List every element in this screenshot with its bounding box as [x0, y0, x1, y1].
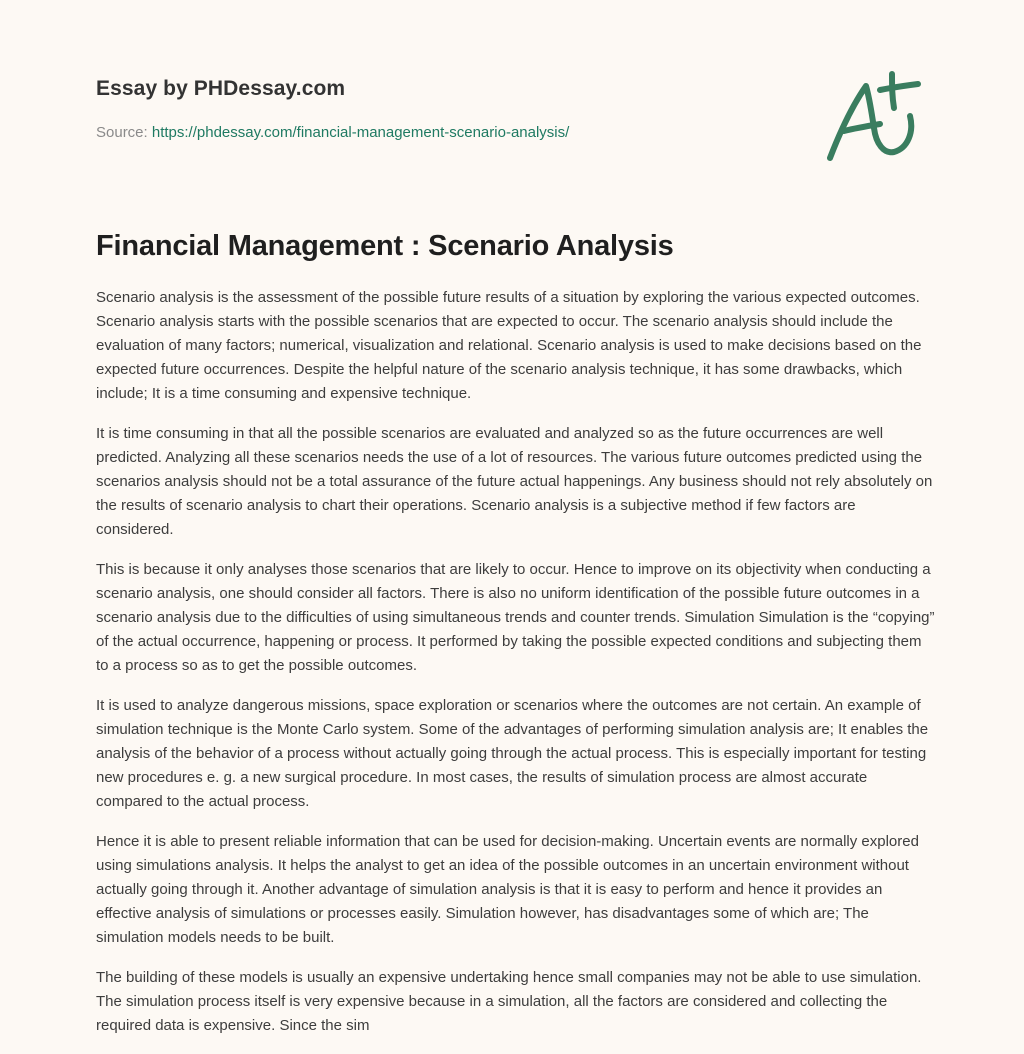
essay-paragraph: It is used to analyze dangerous missions, space exploration or scenarios where the outcomes are not certain. An example of simulation technique is the Monte Carlo system. Some of the advantages of performing simulation analysis are; It enables the analysis of the behavior of a process without actually going through the actual process. This is especially important for testing new procedures e. g. a new surgical procedure. In most cases, the results of simulation process are almost accurate compared to the actual process.	[96, 697, 929, 810]
essay-paragraph: It is time consuming in that all the possible scenarios are evaluated and analyzed so as the future occurrences are well predicted. Analyzing all these scenarios needs the use of a lot of resources. The various future outcomes predicted using the scenarios analysis should not be a total assurance of the future actual happenings. Any business should not rely absolutely on the results of scenario analysis to chart their operations. Scenario analysis is a subjective method if few factors are considered.	[96, 425, 933, 538]
essay-paragraph: Hence it is able to present reliable information that can be used for decision-making. Uncertain events are normally explored using simulations analysis. It helps the analyst to get an idea of the possible outcomes in an uncertain environment without actually going through it. Another advantage of simulation analysis is that it is easy to perform and hence it provides an effective analysis of simulations or processes easily. Simulation however, has disadvantages some of which are; The simulation models needs to be built.	[96, 833, 919, 946]
page-header	[96, 74, 816, 143]
a-plus-grade-icon	[822, 66, 932, 166]
essay-title: Financial Management : Scenario Analysis	[96, 230, 674, 262]
source-label: Source:	[96, 124, 148, 141]
site-title: Essay by PHDessay.com	[96, 77, 346, 100]
essay-paragraph: The building of these models is usually an expensive undertaking hence small companies may not be able to use simulation. The simulation process itself is very expensive because in a simulation, all the factors are considered and collecting the required data is expensive. Since the sim	[96, 969, 922, 1034]
source-line	[96, 123, 816, 143]
essay-paragraph: Scenario analysis is the assessment of the possible future results of a situation by exploring the various expected outcomes. Scenario analysis starts with the possible scenarios that are expected to occur. The scenario analysis should include the evaluation of many factors; numerical, visualization and relational. Scenario analysis is used to make decisions based on the expected future occurrences. Despite the helpful nature of the scenario analysis technique, it has some drawbacks, which include; It is a time consuming and expensive technique.	[96, 289, 922, 402]
source-link[interactable]: https://phdessay.com/financial-management-scenario-analysis/	[151, 124, 570, 141]
essay-body	[96, 286, 936, 1054]
essay-paragraph: This is because it only analyses those scenarios that are likely to occur. Hence to improve on its objectivity when conducting a scenario analysis, one should consider all factors. There is also no uniform identification of the possible future outcomes in a scenario analysis due to the difficulties of using simultaneous trends and counter trends. Simulation Simulation is the “copying” of the actual occurrence, happening or process. It performed by taking the possible expected conditions and subjecting them to a process so as to get the possible outcomes.	[96, 561, 935, 674]
